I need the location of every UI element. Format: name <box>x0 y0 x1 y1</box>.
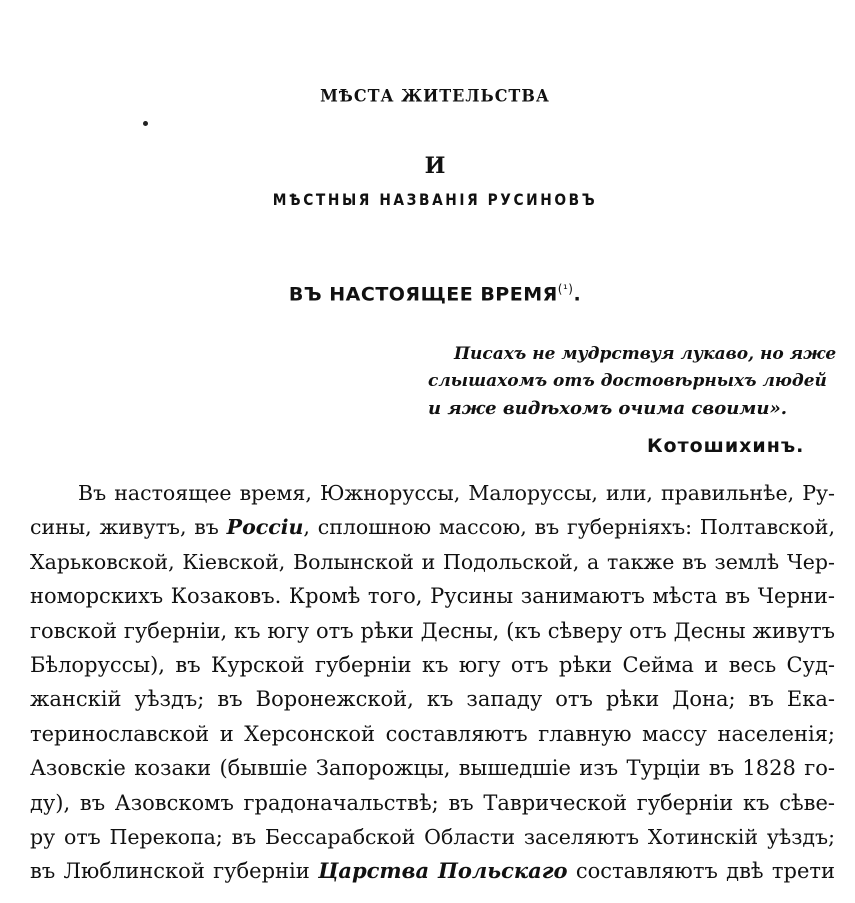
body-line: Въ настоящее время, Южноруссы, Малоруссы, или, правильнѣе, Ру- <box>78 481 835 505</box>
body-line: теринославской и Херсонской составляютъ главную массу населенія; <box>30 721 835 746</box>
body-line: Харьковской, Кіевской, Волынской и Подольской, а также въ землѣ Чер- <box>30 549 835 574</box>
subtitle <box>0 282 855 305</box>
body-line-part: сины, живутъ, въ <box>30 515 227 540</box>
subtitle-end: . <box>573 283 582 306</box>
title-line-1: МѢСТА ЖИТЕЛЬСТВА <box>320 85 550 106</box>
body-line-part: въ Люблинской губерніи <box>30 859 319 884</box>
title-line-2: МѢСТНЫЯ НАЗВАНІЯ РУСИНОВЪ <box>272 190 598 209</box>
emphasized-term: Россіи <box>226 515 304 540</box>
body-line: говской губерніи, къ югу отъ рѣки Десны, (къ сѣверу отъ Десны живутъ <box>30 618 835 643</box>
ink-speck <box>143 121 148 126</box>
footnote-marker: (¹) <box>557 282 574 296</box>
body-line-part: составляютъ двѣ трети <box>567 859 835 884</box>
body-line: жанскій уѣздъ; въ Воронежской, къ западу отъ рѣки Дона; въ Ека- <box>30 687 835 712</box>
epigraph <box>428 341 838 422</box>
emphasized-term: Царства Польскаго <box>318 858 568 884</box>
body-line: ду), въ Азовскомъ градоначальствѣ; въ Таврической губерніи къ сѣве- <box>30 790 835 815</box>
body-line: номорскихъ Козаковъ. Кромѣ того, Русины занимаютъ мѣста въ Черни- <box>30 584 835 609</box>
body-line: Азовскіе козаки (бывшіе Запорожцы, вышедшіе изъ Турціи въ 1828 го- <box>30 756 835 781</box>
body-paragraph <box>30 476 835 889</box>
body-line <box>30 510 835 544</box>
body-line: ру отъ Перекопа; въ Бессарабской Области заселяютъ Хотинскій уѣздъ; <box>30 825 835 850</box>
subtitle-text: ВЪ НАСТОЯЩЕЕ ВРЕМЯ <box>288 283 558 306</box>
body-line <box>30 854 835 888</box>
epigraph-line: и яже видѣхомъ очима своими». <box>428 398 788 419</box>
epigraph-line: слышахомъ отъ достовѣрныхъ людей <box>428 371 827 391</box>
epigraph-author: Котошихинъ. <box>647 435 805 457</box>
title-conjunction: И <box>424 153 446 179</box>
body-line-part: , сплошною массою, въ губерніяхъ: Полтавской, <box>303 515 835 540</box>
epigraph-line: Писахъ не мудрствуя лукаво, но яже <box>454 344 837 364</box>
body-line: Бѣлоруссы), въ Курской губерніи къ югу отъ рѣки Сейма и весь Суд- <box>30 653 835 678</box>
